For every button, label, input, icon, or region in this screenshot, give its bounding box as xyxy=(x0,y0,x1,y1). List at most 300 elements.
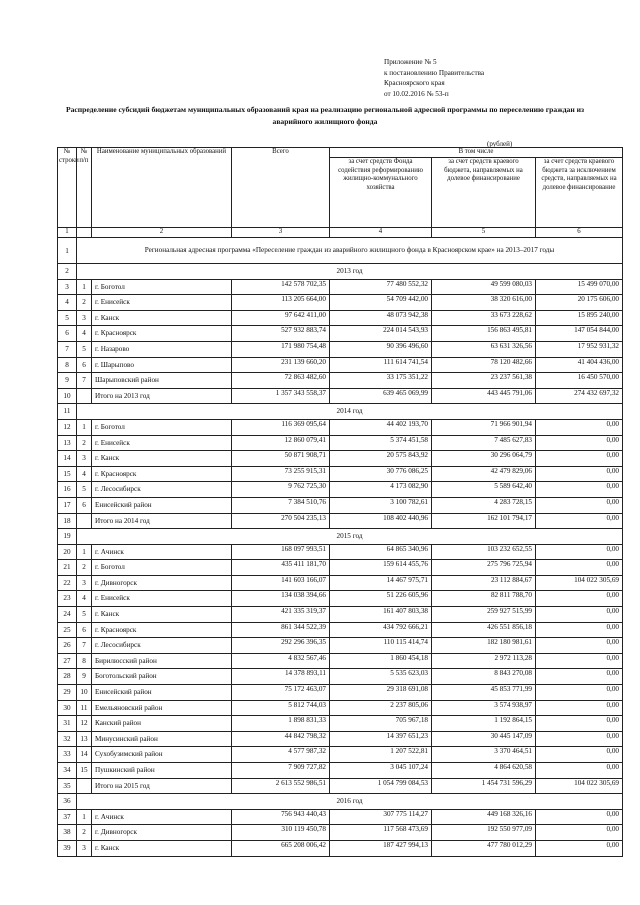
fund-amount: 77 480 552,32 xyxy=(330,279,432,295)
share-amount: 1 192 864,15 xyxy=(432,716,536,732)
municipality-name: г. Боготол xyxy=(92,279,232,295)
other-amount: 274 432 697,32 xyxy=(536,388,623,404)
row-number: 6 xyxy=(58,326,77,342)
item-number: 4 xyxy=(77,326,92,342)
year-label: 2016 год xyxy=(77,794,623,810)
fund-amount: 187 427 994,13 xyxy=(330,840,432,856)
total-amount: 310 119 450,78 xyxy=(232,825,330,841)
fund-amount: 90 396 496,60 xyxy=(330,341,432,357)
total-amount: 5 812 744,03 xyxy=(232,700,330,716)
other-amount: 0,00 xyxy=(536,451,623,467)
header-column-number: 4 xyxy=(330,228,432,238)
year-row xyxy=(58,404,623,420)
row-number: 3 xyxy=(58,279,77,295)
total-amount: 116 369 095,64 xyxy=(232,419,330,435)
municipality-name: Минусинский район xyxy=(92,731,232,747)
total-amount: 14 378 893,11 xyxy=(232,669,330,685)
table-row xyxy=(58,435,623,451)
item-number: 13 xyxy=(77,731,92,747)
item-number: 2 xyxy=(77,435,92,451)
municipality-name: Итого на 2014 год xyxy=(92,513,232,529)
fund-amount: 161 407 803,38 xyxy=(330,607,432,623)
share-amount: 8 843 270,08 xyxy=(432,669,536,685)
table-row xyxy=(58,840,623,856)
other-amount: 41 404 436,00 xyxy=(536,357,623,373)
row-number: 22 xyxy=(58,575,77,591)
item-number xyxy=(77,513,92,529)
share-amount: 82 811 788,70 xyxy=(432,591,536,607)
row-number: 29 xyxy=(58,685,77,701)
share-amount: 2 972 113,28 xyxy=(432,653,536,669)
table-row xyxy=(58,716,623,732)
table-row xyxy=(58,607,623,623)
share-amount: 63 631 326,56 xyxy=(432,341,536,357)
row-number: 5 xyxy=(58,310,77,326)
municipality-name: Емельяновский район xyxy=(92,700,232,716)
item-number: 11 xyxy=(77,700,92,716)
item-number xyxy=(77,388,92,404)
share-amount: 49 599 080,03 xyxy=(432,279,536,295)
fund-amount: 224 014 543,93 xyxy=(330,326,432,342)
total-amount: 12 860 079,41 xyxy=(232,435,330,451)
other-amount: 0,00 xyxy=(536,513,623,529)
total-amount: 97 642 411,00 xyxy=(232,310,330,326)
fund-amount: 108 402 440,96 xyxy=(330,513,432,529)
other-amount: 0,00 xyxy=(536,669,623,685)
fund-amount: 4 173 082,90 xyxy=(330,482,432,498)
subsidy-table xyxy=(57,147,623,857)
municipality-name: г. Красноярск xyxy=(92,326,232,342)
item-number: 12 xyxy=(77,716,92,732)
header-share: за счет средств краевого бюджета, направляемых на долевое финансирование xyxy=(432,158,536,228)
row-number: 38 xyxy=(58,825,77,841)
fund-amount: 159 614 455,76 xyxy=(330,560,432,576)
total-amount: 9 762 725,30 xyxy=(232,482,330,498)
row-number: 14 xyxy=(58,451,77,467)
total-amount: 665 208 006,42 xyxy=(232,840,330,856)
other-amount: 147 054 844,00 xyxy=(536,326,623,342)
table-row xyxy=(58,419,623,435)
table-row xyxy=(58,310,623,326)
total-amount: 44 842 798,32 xyxy=(232,731,330,747)
appendix-line: к постановлению Правительства xyxy=(384,68,485,77)
table-row xyxy=(58,669,623,685)
municipality-name: Пушкинский район xyxy=(92,763,232,779)
row-number: 4 xyxy=(58,295,77,311)
units-label: (рублей) xyxy=(487,140,513,148)
other-amount: 0,00 xyxy=(536,638,623,654)
header-name: Наименование муниципальных образований xyxy=(92,148,232,228)
table-row xyxy=(58,388,623,404)
table-row xyxy=(58,466,623,482)
share-amount: 4 864 620,58 xyxy=(432,763,536,779)
fund-amount: 14 467 975,71 xyxy=(330,575,432,591)
row-number: 28 xyxy=(58,669,77,685)
other-amount: 0,00 xyxy=(536,716,623,732)
fund-amount: 33 175 351,22 xyxy=(330,373,432,389)
share-amount: 156 863 495,81 xyxy=(432,326,536,342)
header-column-number: 2 xyxy=(92,228,232,238)
appendix-line: Красноярского края xyxy=(384,79,445,87)
municipality-name: г. Боготол xyxy=(92,560,232,576)
item-number: 1 xyxy=(77,419,92,435)
other-amount: 0,00 xyxy=(536,747,623,763)
item-number xyxy=(77,778,92,794)
share-amount: 23 237 561,38 xyxy=(432,373,536,389)
total-amount: 171 980 754,48 xyxy=(232,341,330,357)
share-amount: 449 168 326,16 xyxy=(432,809,536,825)
municipality-name: г. Ачинск xyxy=(92,544,232,560)
item-number: 2 xyxy=(77,825,92,841)
fund-amount: 111 614 741,54 xyxy=(330,357,432,373)
year-label: 2013 год xyxy=(77,264,623,280)
row-number: 39 xyxy=(58,840,77,856)
year-row xyxy=(58,264,623,280)
share-amount: 3 370 464,51 xyxy=(432,747,536,763)
item-number: 5 xyxy=(77,482,92,498)
share-amount: 42 479 829,06 xyxy=(432,466,536,482)
row-number: 27 xyxy=(58,653,77,669)
share-amount: 38 320 616,00 xyxy=(432,295,536,311)
row-number: 13 xyxy=(58,435,77,451)
municipality-name: г. Канск xyxy=(92,451,232,467)
fund-amount: 14 397 651,23 xyxy=(330,731,432,747)
total-amount: 861 344 522,39 xyxy=(232,622,330,638)
other-amount: 0,00 xyxy=(536,840,623,856)
fund-amount: 29 318 691,08 xyxy=(330,685,432,701)
total-amount: 72 863 482,60 xyxy=(232,373,330,389)
share-amount: 259 927 515,99 xyxy=(432,607,536,623)
table-row xyxy=(58,638,623,654)
table-row xyxy=(58,341,623,357)
table-row xyxy=(58,731,623,747)
item-number: 6 xyxy=(77,497,92,513)
table-row xyxy=(58,544,623,560)
row-number: 32 xyxy=(58,731,77,747)
total-amount: 50 871 908,71 xyxy=(232,451,330,467)
header-fund: за счет средств Фонда содействия реформированию жилищно-коммунального хозяйства xyxy=(330,158,432,228)
table-row xyxy=(58,279,623,295)
total-amount: 1 898 831,33 xyxy=(232,716,330,732)
fund-amount: 44 402 193,70 xyxy=(330,419,432,435)
fund-amount: 110 115 414,74 xyxy=(330,638,432,654)
table-row xyxy=(58,763,623,779)
total-amount: 756 943 440,43 xyxy=(232,809,330,825)
program-title: Региональная адресная программа «Переселение граждан из аварийного жилищного фонда в Красноярском крае» на 2013–2017 годы xyxy=(77,238,623,264)
row-number: 35 xyxy=(58,778,77,794)
share-amount: 30 445 147,09 xyxy=(432,731,536,747)
municipality-name: Канский район xyxy=(92,716,232,732)
fund-amount: 3 045 107,24 xyxy=(330,763,432,779)
municipality-name: г. Енисейск xyxy=(92,295,232,311)
row-number: 34 xyxy=(58,763,77,779)
share-amount: 71 966 901,94 xyxy=(432,419,536,435)
row-number: 8 xyxy=(58,357,77,373)
share-amount: 3 574 938,97 xyxy=(432,700,536,716)
item-number: 3 xyxy=(77,840,92,856)
year-row xyxy=(58,529,623,545)
item-number: 6 xyxy=(77,622,92,638)
municipality-name: Сухобузимский район xyxy=(92,747,232,763)
fund-amount: 30 776 086,25 xyxy=(330,466,432,482)
item-number: 9 xyxy=(77,669,92,685)
table-row xyxy=(58,482,623,498)
other-amount: 0,00 xyxy=(536,825,623,841)
other-amount: 0,00 xyxy=(536,763,623,779)
item-number: 5 xyxy=(77,341,92,357)
other-amount: 16 450 570,00 xyxy=(536,373,623,389)
row-number: 19 xyxy=(58,529,77,545)
municipality-name: г. Шарыпово xyxy=(92,357,232,373)
table-row xyxy=(58,373,623,389)
total-amount: 75 172 463,07 xyxy=(232,685,330,701)
row-number: 26 xyxy=(58,638,77,654)
total-amount: 4 577 987,32 xyxy=(232,747,330,763)
other-amount: 17 952 931,32 xyxy=(536,341,623,357)
total-amount: 270 504 235,13 xyxy=(232,513,330,529)
row-number: 20 xyxy=(58,544,77,560)
share-amount: 45 853 771,99 xyxy=(432,685,536,701)
item-number: 7 xyxy=(77,373,92,389)
total-amount: 141 603 166,07 xyxy=(232,575,330,591)
fund-amount: 5 535 623,03 xyxy=(330,669,432,685)
item-number: 5 xyxy=(77,607,92,623)
total-amount: 142 578 702,35 xyxy=(232,279,330,295)
table-row xyxy=(58,685,623,701)
other-amount: 0,00 xyxy=(536,653,623,669)
fund-amount: 705 967,18 xyxy=(330,716,432,732)
municipality-name: Бирилюсский район xyxy=(92,653,232,669)
appendix-line: от 10.02.2016 № 53-п xyxy=(384,89,449,98)
municipality-name: г. Ачинск xyxy=(92,809,232,825)
header-other: за счет средств краевого бюджета за исключением средств, направляемых на долевое финансирование xyxy=(536,158,623,228)
fund-amount: 1 860 454,18 xyxy=(330,653,432,669)
year-label: 2015 год xyxy=(77,529,623,545)
municipality-name: г. Канск xyxy=(92,607,232,623)
municipality-name: Итого на 2013 год xyxy=(92,388,232,404)
other-amount: 104 022 305,69 xyxy=(536,778,623,794)
total-amount: 7 384 510,76 xyxy=(232,497,330,513)
row-number: 24 xyxy=(58,607,77,623)
row-number: 12 xyxy=(58,419,77,435)
table-row xyxy=(58,451,623,467)
municipality-name: Енисейский район xyxy=(92,497,232,513)
other-amount: 15 499 070,00 xyxy=(536,279,623,295)
fund-amount: 2 237 805,06 xyxy=(330,700,432,716)
total-amount: 113 205 664,00 xyxy=(232,295,330,311)
total-amount: 4 832 567,46 xyxy=(232,653,330,669)
share-amount: 192 550 977,09 xyxy=(432,825,536,841)
municipality-name: г. Боготол xyxy=(92,419,232,435)
header-column-number: 5 xyxy=(432,228,536,238)
row-number: 1 xyxy=(58,238,77,264)
share-amount: 33 673 228,62 xyxy=(432,310,536,326)
table-row xyxy=(58,326,623,342)
table-row xyxy=(58,357,623,373)
total-amount: 7 909 727,82 xyxy=(232,763,330,779)
share-amount: 426 551 856,18 xyxy=(432,622,536,638)
municipality-name: Шарыповский район xyxy=(92,373,232,389)
item-number: 7 xyxy=(77,638,92,654)
item-number: 4 xyxy=(77,466,92,482)
fund-amount: 1 054 799 084,53 xyxy=(330,778,432,794)
other-amount: 0,00 xyxy=(536,607,623,623)
row-number: 25 xyxy=(58,622,77,638)
row-number: 2 xyxy=(58,264,77,280)
row-number: 17 xyxy=(58,497,77,513)
row-number: 10 xyxy=(58,388,77,404)
table-row xyxy=(58,809,623,825)
fund-amount: 3 100 782,61 xyxy=(330,497,432,513)
total-amount: 231 139 660,20 xyxy=(232,357,330,373)
item-number: 14 xyxy=(77,747,92,763)
share-amount: 1 454 731 596,29 xyxy=(432,778,536,794)
other-amount: 0,00 xyxy=(536,497,623,513)
other-amount: 0,00 xyxy=(536,544,623,560)
header-column-number: 3 xyxy=(232,228,330,238)
other-amount: 15 895 240,00 xyxy=(536,310,623,326)
fund-amount: 117 568 473,69 xyxy=(330,825,432,841)
row-number: 16 xyxy=(58,482,77,498)
share-amount: 275 796 725,94 xyxy=(432,560,536,576)
share-amount: 182 180 981,61 xyxy=(432,638,536,654)
header-total: Всего xyxy=(232,148,330,228)
fund-amount: 48 073 942,38 xyxy=(330,310,432,326)
table-row xyxy=(58,622,623,638)
table-row xyxy=(58,825,623,841)
item-number: 1 xyxy=(77,809,92,825)
other-amount: 0,00 xyxy=(536,466,623,482)
table-row xyxy=(58,575,623,591)
item-number: 15 xyxy=(77,763,92,779)
other-amount: 0,00 xyxy=(536,419,623,435)
table-row xyxy=(58,560,623,576)
other-amount: 0,00 xyxy=(536,685,623,701)
table-row xyxy=(58,497,623,513)
other-amount: 104 022 305,69 xyxy=(536,575,623,591)
table-row xyxy=(58,653,623,669)
item-number: 1 xyxy=(77,544,92,560)
row-number: 31 xyxy=(58,716,77,732)
table-body xyxy=(58,238,623,857)
row-number: 18 xyxy=(58,513,77,529)
fund-amount: 434 792 666,21 xyxy=(330,622,432,638)
table-row xyxy=(58,700,623,716)
appendix-block xyxy=(384,57,484,99)
fund-amount: 20 575 843,92 xyxy=(330,451,432,467)
other-amount: 0,00 xyxy=(536,482,623,498)
table-row xyxy=(58,778,623,794)
item-number: 4 xyxy=(77,591,92,607)
item-number: 6 xyxy=(77,357,92,373)
municipality-name: г. Канск xyxy=(92,310,232,326)
table-row xyxy=(58,747,623,763)
fund-amount: 639 465 069,99 xyxy=(330,388,432,404)
fund-amount: 64 865 340,96 xyxy=(330,544,432,560)
share-amount: 4 283 728,15 xyxy=(432,497,536,513)
row-number: 21 xyxy=(58,560,77,576)
header-column-number: 6 xyxy=(536,228,623,238)
row-number: 37 xyxy=(58,809,77,825)
item-number: 2 xyxy=(77,295,92,311)
other-amount: 20 175 606,00 xyxy=(536,295,623,311)
other-amount: 0,00 xyxy=(536,435,623,451)
municipality-name: г. Лесосибирск xyxy=(92,482,232,498)
item-number: 3 xyxy=(77,575,92,591)
share-amount: 78 120 482,66 xyxy=(432,357,536,373)
row-number: 11 xyxy=(58,404,77,420)
other-amount: 0,00 xyxy=(536,731,623,747)
share-amount: 5 589 642,40 xyxy=(432,482,536,498)
fund-amount: 5 374 451,58 xyxy=(330,435,432,451)
header-row-number: № строки xyxy=(58,148,77,228)
total-amount: 73 255 915,31 xyxy=(232,466,330,482)
item-number: 10 xyxy=(77,685,92,701)
header-including: В том числе xyxy=(330,148,623,158)
item-number: 3 xyxy=(77,451,92,467)
share-amount: 30 296 064,79 xyxy=(432,451,536,467)
total-amount: 527 932 883,74 xyxy=(232,326,330,342)
table-row xyxy=(58,295,623,311)
municipality-name: г. Енисейск xyxy=(92,435,232,451)
year-label: 2014 год xyxy=(77,404,623,420)
document-title: Распределение субсидий бюджетам муниципальных образований края на реализацию региональной адресной программы по переселению граждан из аварийного жилищного фонда xyxy=(65,105,585,126)
fund-amount: 307 775 114,27 xyxy=(330,809,432,825)
other-amount: 0,00 xyxy=(536,560,623,576)
other-amount: 0,00 xyxy=(536,809,623,825)
total-amount: 168 097 993,51 xyxy=(232,544,330,560)
total-amount: 435 411 181,70 xyxy=(232,560,330,576)
municipality-name: г. Красноярск xyxy=(92,622,232,638)
municipality-name: г. Назарово xyxy=(92,341,232,357)
year-row xyxy=(58,794,623,810)
municipality-name: г. Красноярск xyxy=(92,466,232,482)
other-amount: 0,00 xyxy=(536,622,623,638)
municipality-name: Енисейский район xyxy=(92,685,232,701)
fund-amount: 1 207 522,81 xyxy=(330,747,432,763)
municipality-name: г. Дивногорск xyxy=(92,575,232,591)
total-amount: 421 335 319,37 xyxy=(232,607,330,623)
item-number: 8 xyxy=(77,653,92,669)
total-amount: 1 357 343 558,37 xyxy=(232,388,330,404)
appendix-line: Приложение № 5 xyxy=(384,58,437,66)
other-amount: 0,00 xyxy=(536,591,623,607)
municipality-name: Итого на 2015 год xyxy=(92,778,232,794)
share-amount: 162 101 794,17 xyxy=(432,513,536,529)
fund-amount: 54 709 442,00 xyxy=(330,295,432,311)
item-number: 3 xyxy=(77,310,92,326)
total-amount: 292 296 396,35 xyxy=(232,638,330,654)
municipality-name: г. Канск xyxy=(92,840,232,856)
item-number: 2 xyxy=(77,560,92,576)
item-number: 1 xyxy=(77,279,92,295)
municipality-name: г. Енисейск xyxy=(92,591,232,607)
share-amount: 443 445 791,06 xyxy=(432,388,536,404)
header-column-number: 1 xyxy=(58,228,77,238)
municipality-name: г. Лесосибирск xyxy=(92,638,232,654)
row-number: 15 xyxy=(58,466,77,482)
share-amount: 103 232 652,55 xyxy=(432,544,536,560)
share-amount: 23 112 884,67 xyxy=(432,575,536,591)
row-number: 23 xyxy=(58,591,77,607)
table-row xyxy=(58,591,623,607)
row-number: 30 xyxy=(58,700,77,716)
row-number: 7 xyxy=(58,341,77,357)
total-amount: 2 613 552 986,51 xyxy=(232,778,330,794)
share-amount: 477 780 012,29 xyxy=(432,840,536,856)
total-amount: 134 038 394,66 xyxy=(232,591,330,607)
row-number: 33 xyxy=(58,747,77,763)
